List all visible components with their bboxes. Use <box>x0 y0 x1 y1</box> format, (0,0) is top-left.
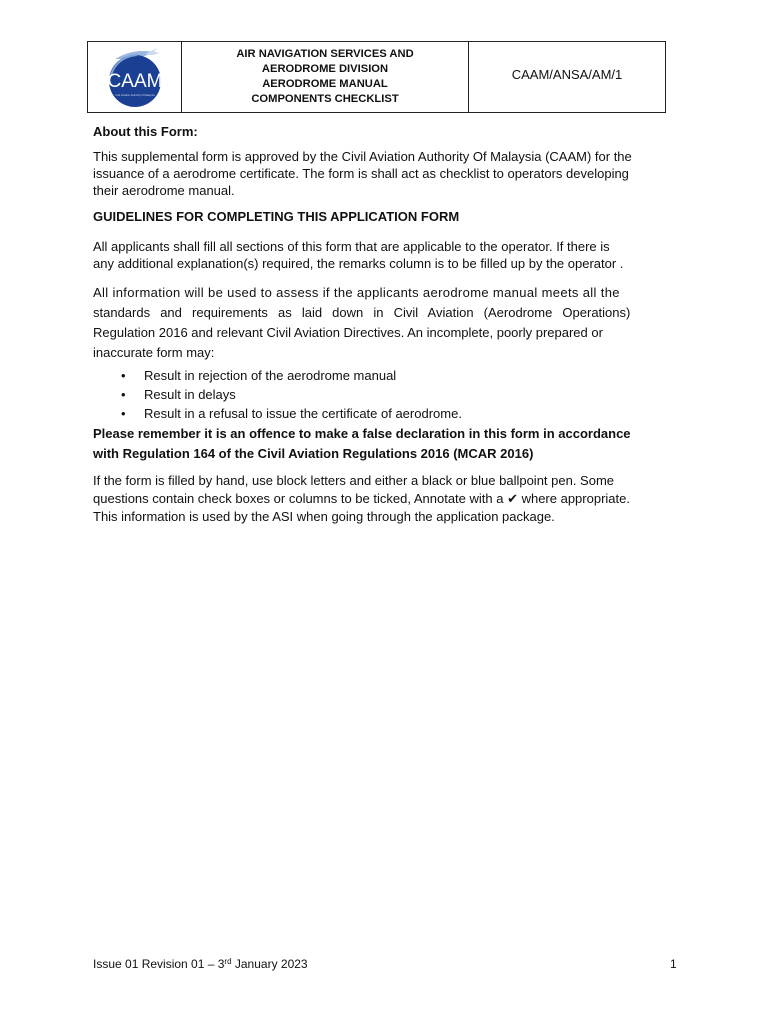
list-item <box>118 404 462 423</box>
bullet-icon: • <box>121 368 126 383</box>
list-item-text: Result in rejection of the aerodrome manual <box>144 368 397 383</box>
page-number: 1 <box>670 957 677 971</box>
about-line: This supplemental form is approved by the Civil Aviation Authority Of Malaysia (CAAM) for the <box>93 149 632 164</box>
about-line: their aerodrome manual. <box>93 183 235 198</box>
list-item-text: Result in a refusal to issue the certificate of aerodrome. <box>144 406 462 421</box>
issue-ordinal: rd <box>224 957 232 966</box>
assessment-paragraph <box>93 283 685 363</box>
header-title-cell <box>182 42 469 112</box>
header-title-line: COMPONENTS CHECKLIST <box>251 93 399 105</box>
assessment-line: standards and requirements as laid down in Civil Aviation (Aerodrome Operations) <box>93 305 631 320</box>
bullet-icon: • <box>121 387 126 402</box>
logo-text: CAAM <box>107 71 162 92</box>
warning-line: Please remember it is an offence to make a false declaration in this form in accordance <box>93 426 631 441</box>
guidelines-paragraph <box>93 238 685 272</box>
assessment-line: All information will be used to assess if the applicants aerodrome manual meets all the <box>93 285 620 300</box>
footer-issue <box>93 957 308 971</box>
instructions-paragraph <box>93 472 685 526</box>
bullet-icon: • <box>121 406 126 421</box>
guidelines-line: All applicants shall fill all sections of this form that are applicable to the operator. If there is <box>93 239 610 254</box>
logo-subtitle: Civil Aviation Authority of Malaysia <box>114 94 155 97</box>
list-item-text: Result in delays <box>144 387 236 402</box>
issue-prefix: Issue 01 Revision 01 – 3 <box>93 957 225 971</box>
warning-paragraph <box>93 424 685 464</box>
assessment-line: inaccurate form may: <box>93 345 215 360</box>
form-header-table <box>87 41 666 113</box>
warning-line: with Regulation 164 of the Civil Aviation Regulations 2016 (MCAR 2016) <box>93 446 534 461</box>
assessment-line: Regulation 2016 and relevant Civil Aviation Directives. An incomplete, poorly prepared or <box>93 325 603 340</box>
caam-logo <box>97 45 173 109</box>
instructions-line: questions contain check boxes or columns to be ticked, Annotate with a ✔ where appropriate. <box>93 491 630 506</box>
consequences-list <box>118 366 462 423</box>
list-item <box>118 366 462 385</box>
form-code: CAAM/ANSA/AM/1 <box>511 66 623 82</box>
header-title-line: AERODROME MANUAL <box>262 78 388 90</box>
form-code-cell <box>469 42 665 112</box>
guidelines-line: any additional explanation(s) required, the remarks column is to be filled up by the operator . <box>93 256 624 271</box>
guidelines-heading: GUIDELINES FOR COMPLETING THIS APPLICATION FORM <box>93 209 460 224</box>
about-line: issuance of a aerodrome certificate. The form is shall act as checklist to operators developing <box>93 166 629 181</box>
instructions-line: This information is used by the ASI when going through the application package. <box>93 509 555 524</box>
issue-suffix: January 2023 <box>231 957 308 971</box>
instructions-line: If the form is filled by hand, use block letters and either a black or blue ballpoint pen. Some <box>93 473 615 488</box>
about-paragraph <box>93 148 685 199</box>
logo-cell <box>88 42 182 112</box>
list-item <box>118 385 462 404</box>
header-title-line: AERODROME DIVISION <box>261 63 389 75</box>
about-heading: About this Form: <box>93 124 198 139</box>
header-title-line: AIR NAVIGATION SERVICES AND <box>236 48 414 60</box>
